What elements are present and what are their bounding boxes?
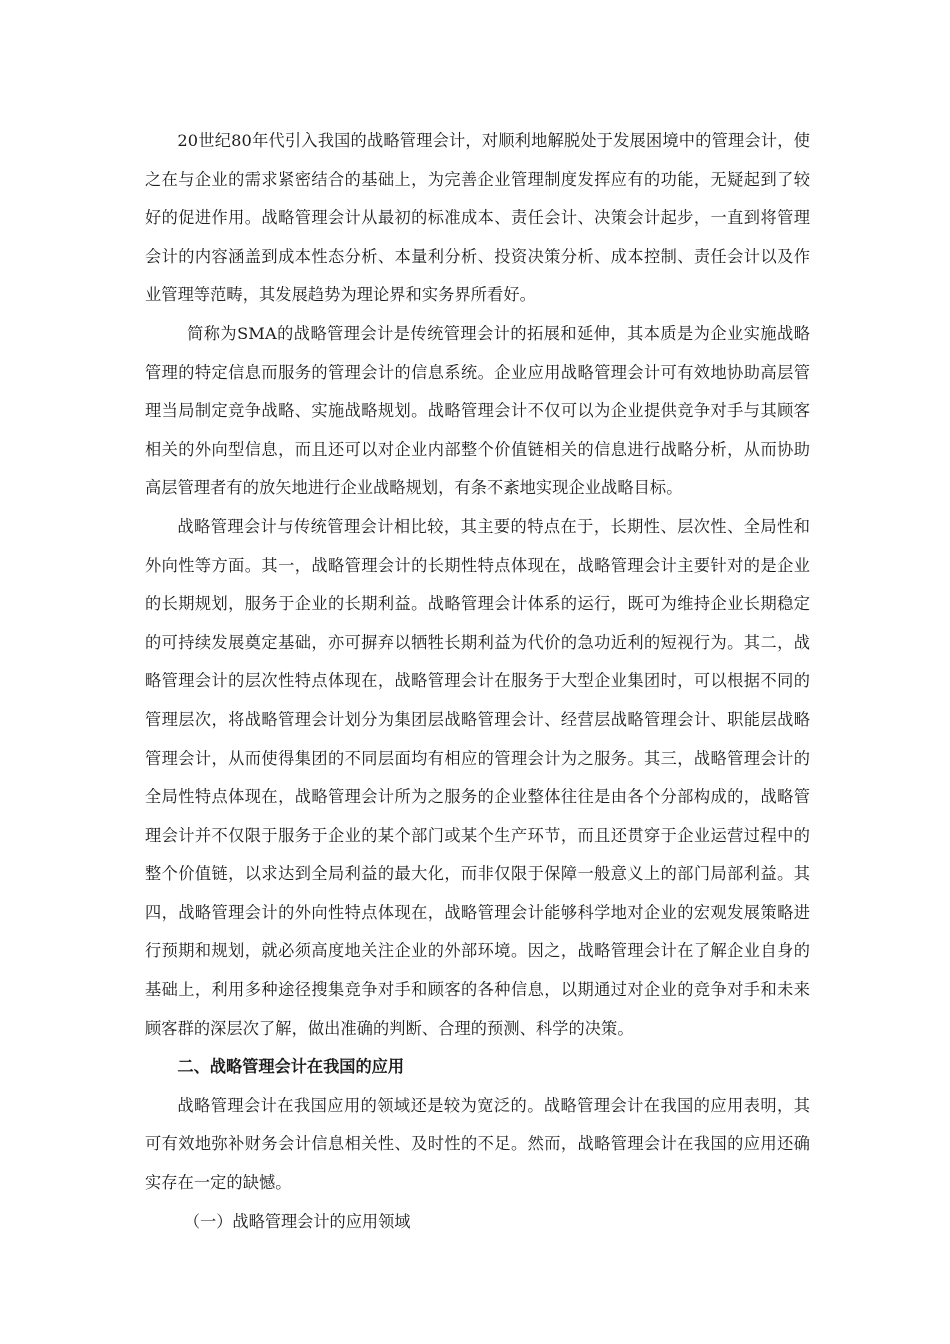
document-body	[145, 122, 810, 1241]
paragraph-4: 战略管理会计在我国应用的领域还是较为宽泛的。战略管理会计在我国的应用表明，其可有效地弥补财务会计信息相关性、及时性的不足。然而，战略管理会计在我国的应用还确实存在一定的缺憾。	[145, 1095, 810, 1193]
paragraph-1: 20世纪80年代引入我国的战略管理会计，对顺利地解脱处于发展困境中的管理会计，使之在与企业的需求紧密结合的基础上，为完善企业管理制度发挥应有的功能，无疑起到了较好的促进作用。战略管理会计从最初的标准成本、责任会计、决策会计起步，一直到将管理会计的内容涵盖到成本性态分析、本量利分析、投资决策分析、成本控制、责任会计以及作业管理等范畴，其发展趋势为理论界和实务界所看好。	[145, 131, 810, 305]
paragraph-3: 战略管理会计与传统管理会计相比较，其主要的特点在于，长期性、层次性、全局性和外向性等方面。其一，战略管理会计的长期性特点体现在，战略管理会计主要针对的是企业的长期规划，服务于企业的长期利益。战略管理会计体系的运行，既可为维持企业长期稳定的可持续发展奠定基础，亦可摒弃以牺牲长期利益为代价的急功近利的短视行为。其二，战略管理会计的层次性特点体现在，战略管理会计在服务于大型企业集团时，可以根据不同的管理层次，将战略管理会计划分为集团层战略管理会计、经营层战略管理会计、职能层战略管理会计，从而使得集团的不同层面均有相应的管理会计为之服务。其三，战略管理会计的全局性特点体现在，战略管理会计所为之服务的企业整体往往是由各个分部构成的，战略管理会计并不仅限于服务于企业的某个部门或某个生产环节，而且还贯穿于企业运营过程中的整个价值链，以求达到全局利益的最大化，而非仅限于保障一般意义上的部门局部利益。其四，战略管理会计的外向性特点体现在，战略管理会计能够科学地对企业的宏观发展策略进行预期和规划，就必须高度地关注企业的外部环境。因之，战略管理会计在了解企业自身的基础上，利用多种途径搜集竞争对手和顾客的各种信息，以期通过对企业的竞争对手和未来顾客群的深层次了解，做出准确的判断、合理的预测、科学的决策。	[145, 516, 810, 1038]
section-heading: 二、战略管理会计在我国的应用	[177, 1057, 405, 1077]
subsection-heading: （一）战略管理会计的应用领域	[183, 1211, 411, 1231]
paragraph-2: 简称为SMA的战略管理会计是传统管理会计的拓展和延伸，其本质是为企业实施战略管理的特定信息而服务的管理会计的信息系统。企业应用战略管理会计可有效地协助高层管理当局制定竞争战略、实施战略规划。战略管理会计不仅可以为企业提供竞争对手与其顾客相关的外向型信息，而且还可以对企业内部整个价值链相关的信息进行战略分析，从而协助高层管理者有的放矢地进行企业战略规划，有条不紊地实现企业战略目标。	[145, 323, 810, 498]
